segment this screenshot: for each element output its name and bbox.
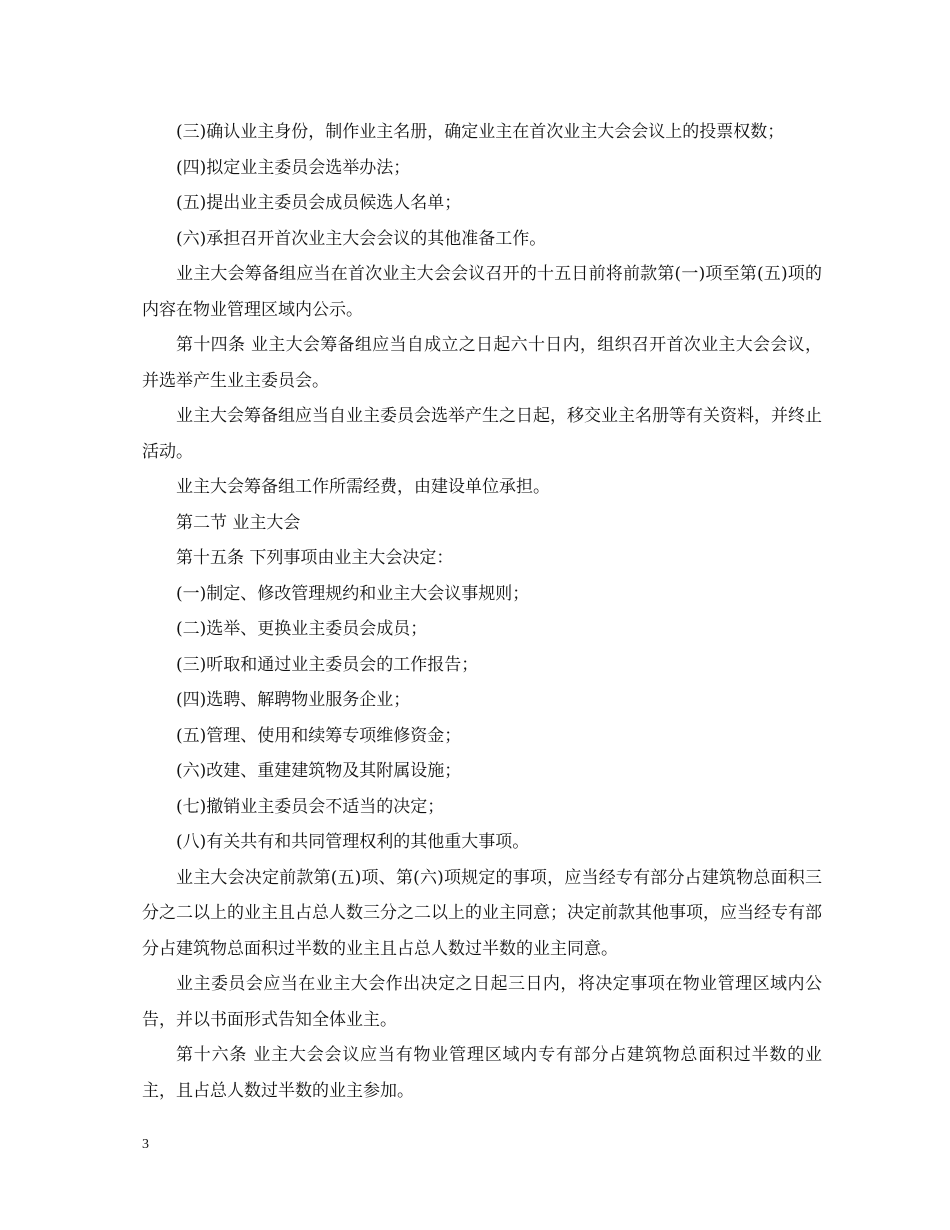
paragraph-expenses: 业主大会筹备组工作所需经费，由建设单位承担。 <box>176 477 550 497</box>
paragraph-item-5-candidate-list: (五)提出业主委员会成员候选人名单； <box>176 193 462 213</box>
paragraph-announcement: 业主委员会应当在业主大会作出决定之日起三日内，将决定事项在物业管理区域内公告，并以书面形式告知全体业主。 <box>142 974 822 1030</box>
list-item-7: (七)撤销业主委员会不适当的决定； <box>176 796 445 817</box>
list-item-2: (二)选举、更换业主委员会成员； <box>176 619 428 639</box>
paragraph-item-3-confirm-identity: (三)确认业主身份，制作业主名册，确定业主在首次业主大会会议上的投票权数； <box>176 122 785 142</box>
list-item-5: (五)管理、使用和续筹专项维修资金； <box>176 725 462 746</box>
paragraph-handover: 业主大会筹备组应当自业主委员会选举产生之日起，移交业主名册等有关资料，并终止活动。 <box>142 406 822 462</box>
paragraph-article-14: 第十四条 业主大会筹备组应当自成立之日起六十日内，组织召开首次业主大会会议，并选举产生业主委员会。 <box>142 335 822 391</box>
page-number: 3 <box>142 1137 149 1152</box>
list-item-1: (一)制定、修改管理规约和业主大会议事规则； <box>176 583 530 604</box>
list-item-4: (四)选聘、解聘物业服务企业； <box>176 690 411 710</box>
list-item-3: (三)听取和通过业主委员会的工作报告； <box>176 654 479 675</box>
paragraph-voting-threshold: 业主大会决定前款第(五)项、第(六)项规定的事项，应当经专有部分占建筑物总面积三分之二以上的业主且占总人数三分之二以上的业主同意；决定前款其他事项，应当经专有部分占建筑物总面积过半数的业主且占总人数过半数的业主同意。 <box>142 867 822 959</box>
paragraph-item-4-election-method: (四)拟定业主委员会选举办法； <box>176 157 411 178</box>
document-body <box>142 115 822 1109</box>
paragraph-article-16: 第十六条 业主大会会议应当有物业管理区域内专有部分占建筑物总面积过半数的业主，且占总人数过半数的业主参加。 <box>142 1045 822 1101</box>
list-item-8: (八)有关共有和共同管理权利的其他重大事项。 <box>176 832 530 852</box>
paragraph-article-15: 第十五条 下列事项由业主大会决定： <box>176 548 454 568</box>
paragraph-item-6-preparation: (六)承担召开首次业主大会会议的其他准备工作。 <box>176 228 547 249</box>
list-item-6: (六)改建、重建建筑物及其附属设施； <box>176 761 462 781</box>
section-heading: 第二节 业主大会 <box>176 512 301 533</box>
paragraph-publicity: 业主大会筹备组应当在首次业主大会会议召开的十五日前将前款第(一)项至第(五)项的内容在物业管理区域内公示。 <box>142 264 822 320</box>
